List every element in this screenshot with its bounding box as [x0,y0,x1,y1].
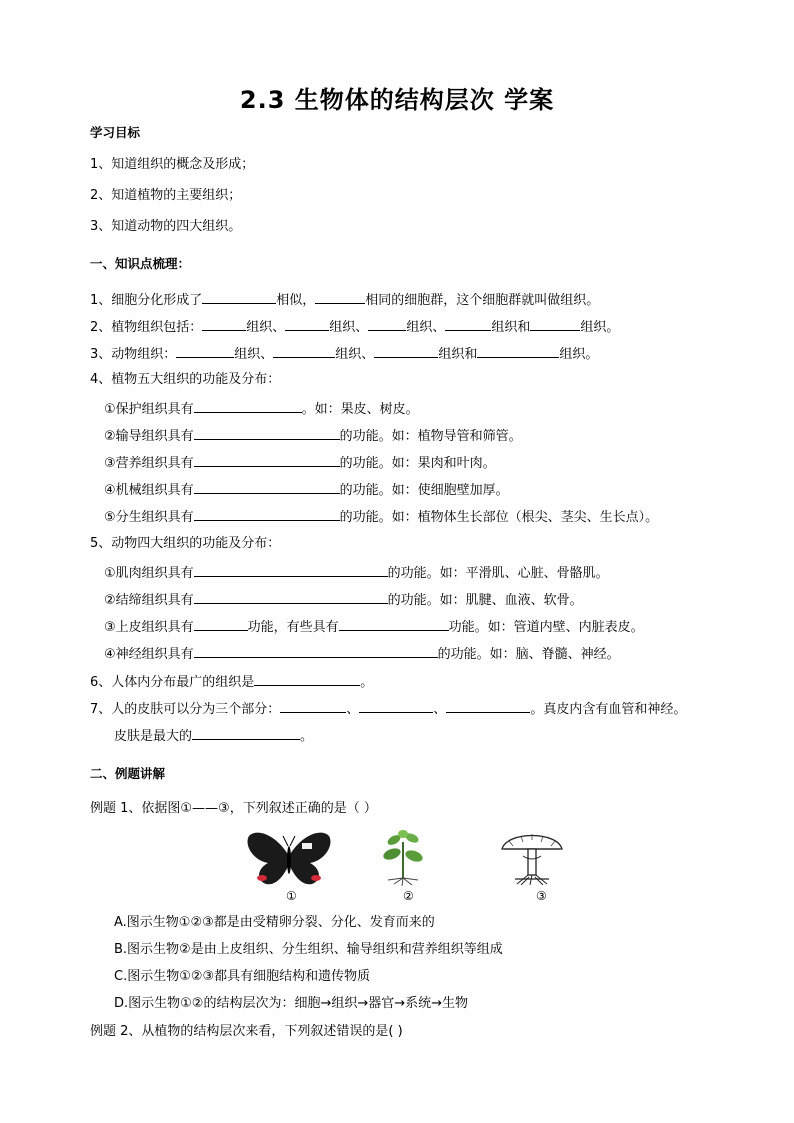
blank-field[interactable] [273,344,335,358]
q4-item: ③营养组织具有 的功能。如：果肉和叶肉。 [104,453,496,473]
blank-field[interactable] [194,426,340,440]
q5-item: ④神经组织具有 的功能。如：脑、脊髓、神经。 [104,644,620,664]
figure-caption: ② [403,889,414,903]
q4-item: ④机械组织具有 的功能。如：使细胞壁加厚。 [104,480,509,500]
q5-item: ②结缔组织具有 的功能。如：肌腱、血液、软骨。 [104,590,583,610]
blank-field[interactable] [194,644,438,658]
blank-field[interactable] [194,617,248,631]
option-b: B.图示生物②是由上皮组织、分生组织、输导组织和营养组织等组成 [114,942,503,957]
option-c: C.图示生物①②③都具有细胞结构和遗传物质 [114,969,371,984]
blank-field[interactable] [315,290,365,304]
q5-item: ③上皮组织具有 功能，有些具有 功能。如：管道内壁、内脏表皮。 [104,617,644,637]
example1-question: 例题 1、依据图①——③，下列叙述正确的是（ ） [90,801,377,816]
blank-field[interactable] [194,507,340,521]
blank-field[interactable] [176,344,234,358]
q2-line: 2、植物组织包括： 组织、 组织、 组织、 组织和 组织。 [90,317,619,337]
plant-image [380,828,426,886]
q4-item: ⑤分生组织具有 的功能。如：植物体生长部位（根尖、茎尖、生长点）。 [104,507,658,527]
blank-field[interactable] [374,344,438,358]
blank-field[interactable] [477,344,559,358]
option-a: A.图示生物①②③都是由受精卵分裂、分化、发育而来的 [114,915,435,930]
page-title: 2.3 生物体的结构层次 学案 [239,86,555,114]
blank-field[interactable] [194,399,302,413]
blank-field[interactable] [359,699,433,713]
blank-field[interactable] [530,317,580,331]
blank-field[interactable] [194,453,340,467]
example2-question: 例题 2、从植物的结构层次来看，下列叙述错误的是( ) [90,1024,403,1039]
blank-field[interactable] [194,563,388,577]
blank-field[interactable] [254,672,360,686]
option-d: D.图示生物①②的结构层次为：细胞→组织→器官→系统→生物 [114,996,469,1011]
q7-line: 7、人的皮肤可以分为三个部分： 、 、 。真皮内含有血管和神经。 [90,699,686,719]
blank-field[interactable] [280,699,346,713]
q6-line: 6、人体内分布最广的组织是 。 [90,672,373,692]
q4-item: ①保护组织具有 。如：果皮、树皮。 [104,399,419,419]
blank-field[interactable] [445,317,491,331]
blank-field[interactable] [194,590,388,604]
section1-heading: 一、知识点梳理： [90,256,191,271]
blank-field[interactable] [194,480,340,494]
q5-heading: 5、动物四大组织的功能及分布： [90,536,281,551]
blank-field[interactable] [202,317,246,331]
q5-item: ①肌肉组织具有 的功能。如：平滑肌、心脏、骨骼肌。 [104,563,609,583]
figure-caption: ③ [536,889,547,903]
q4-heading: 4、植物五大组织的功能及分布： [90,372,281,387]
blank-field[interactable] [285,317,329,331]
blank-field[interactable] [446,699,530,713]
blank-field[interactable] [202,290,276,304]
goal-item: 3、知道动物的四大组织。 [90,219,242,234]
butterfly-image [246,830,332,886]
goal-item: 1、知道组织的概念及形成； [90,157,255,172]
q3-line: 3、动物组织： 组织、 组织、 组织和 组织。 [90,344,598,364]
blank-field[interactable] [339,617,449,631]
q7-line-2: 皮肤是最大的 。 [114,726,313,746]
blank-field[interactable] [192,726,300,740]
q1-line: 1、细胞分化形成了 相似， 相同的细胞群，这个细胞群就叫做组织。 [90,290,599,310]
mushroom-image [499,829,565,885]
figure-caption: ① [286,889,297,903]
blank-field[interactable] [368,317,406,331]
goal-item: 2、知道植物的主要组织； [90,188,242,203]
section2-heading: 二、例题讲解 [90,766,166,781]
q4-item: ②输导组织具有 的功能。如：植物导管和筛管。 [104,426,522,446]
goals-heading: 学习目标 [90,125,141,140]
